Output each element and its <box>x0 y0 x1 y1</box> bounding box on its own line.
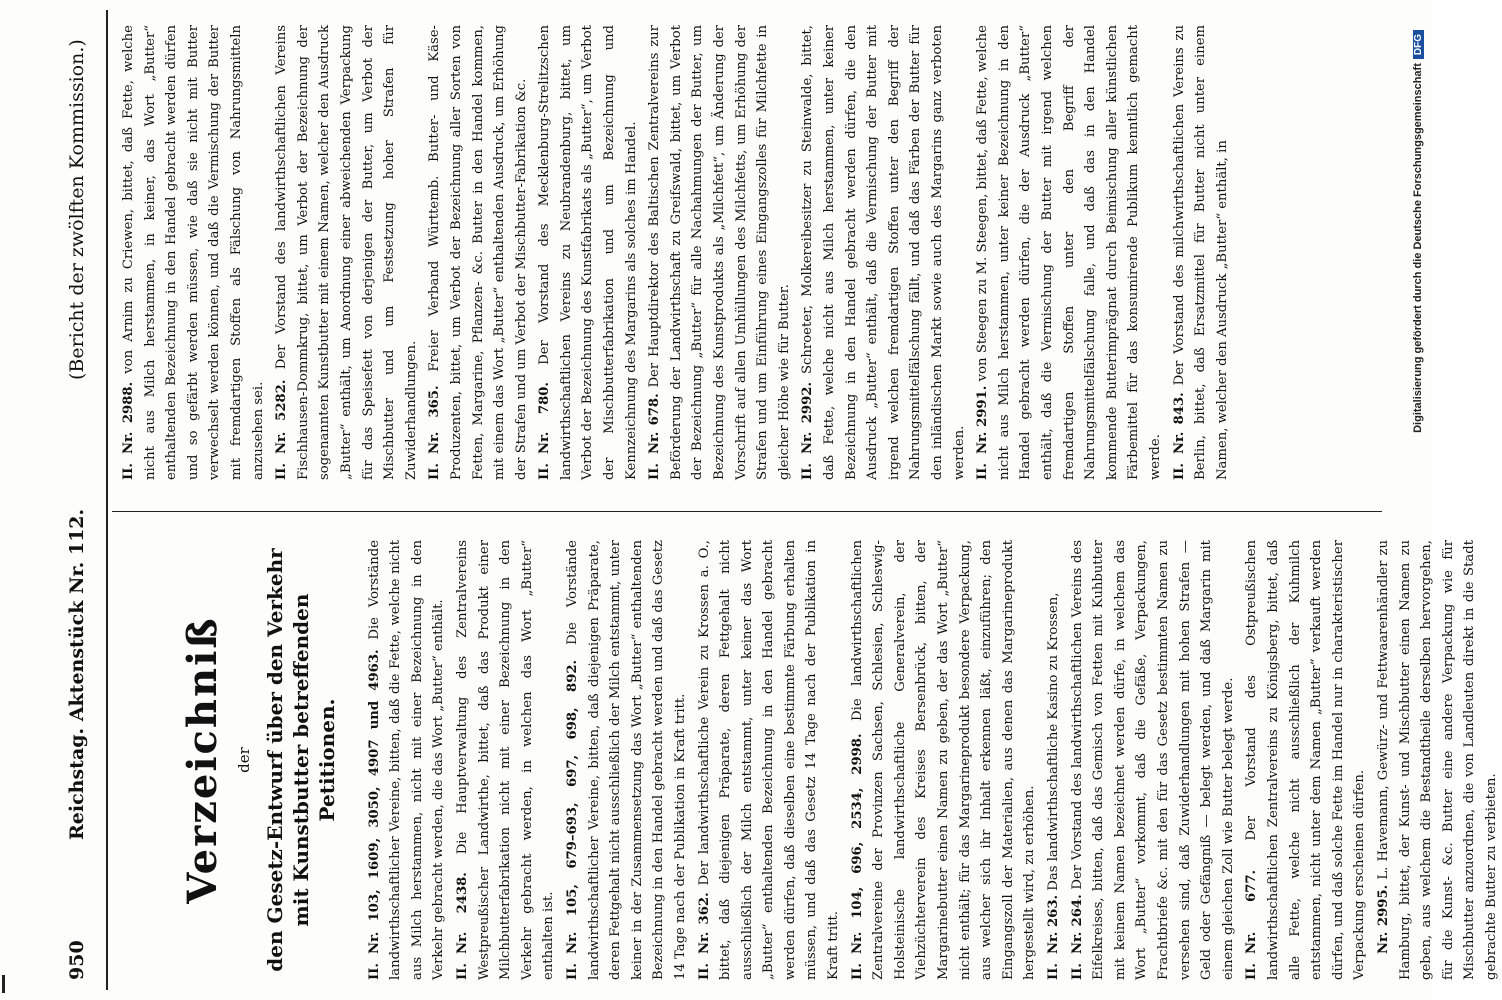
column-divider <box>112 511 1382 512</box>
entry-number: Nr. 264. <box>1069 894 1085 954</box>
petition-entry <box>797 25 970 480</box>
entry-text: Der Vorstand des landwirthschaftlichen Vereins Fischhausen-Dommkrug, bittet, um Verbot der Bezeichnung der sogenannten Kunstbutter mit einem Namen, welcher den Ausdruck „Butter“ enthält, um Anordnung einer abweichenden Verpackung für das Speisefett von derjenigen der Butter, um Verbot der Mischbutter und um Festsetzung hoher Strafen für Zuwiderhandlungen. <box>274 25 419 480</box>
petition-entry <box>118 25 269 480</box>
petition-entry <box>534 25 642 480</box>
entry-text: Die Vorstände landwirthschaftlicher Vereine, bitten, daß die Fette, welche nicht aus Milch herstammen, nicht mit einer Bezeichnung in den Verkehr gebracht werden, die das Wort „Butter“ enthält. <box>366 540 447 980</box>
right-entry-list <box>118 25 1233 480</box>
petition-entry <box>364 540 450 980</box>
petition-entry <box>1043 540 1065 980</box>
entry-number: Nr. 2438. <box>454 872 470 954</box>
entry-text: Der Vorstand des landwirthschaftlichen Vereins des Eifelkreises, bitten, daß das Gemisch von Fetten mit Kuhbutter mit keinem Namen bezeichnet werden dürfe, in welchem das Wort „Butter“ vorkommt, daß die Gefäße, Verpackungen, Frachtbriefe &c. mit den für das Gesetz bestimmten Namen zu versehen sind, daß Zuwiderhandlungen mit hohen Strafen — Geld oder Gefängniß — belegt werden, und daß Margarin mit einem gleichen Zoll wie Butter belegt werde. <box>1069 540 1236 980</box>
entry-number: Nr. 362. <box>696 892 712 954</box>
dfg-logo: DFG <box>1413 30 1424 59</box>
entry-marker: II. <box>1244 963 1260 980</box>
petition-entry <box>847 540 1041 980</box>
header-left-title: Reichstag. Aktenstück Nr. 112. <box>66 508 88 840</box>
entry-text: von Arnim zu Criewen, bittet, daß Fette, welche nicht aus Milch herstammen, in keiner, das Wort „Butter“ enthaltenden Bezeichnung in den Handel gebracht werden dürfen und so gefärbt werden müssen, wie daß sie nicht mit Butter verwechselt werden können, und daß die Vermischung der Butter mit fremdartigen Stoffen als Fälschung von Nahrungsmitteln anzusehen sei. <box>121 25 266 480</box>
entry-text: Die Hauptverwaltung des Zentralvereins Westpreußischer Landwirthe, bittet, daß das Produkt einer Milchbutterfabrikation nicht mit einer Bezeichnung in den Verkehr gebracht werden, in welchen das Wort „Butter“ enthalten ist. <box>454 540 557 980</box>
entry-marker: II. <box>975 463 991 480</box>
digitization-credit <box>1412 30 1430 970</box>
petition-entry <box>644 25 795 480</box>
entry-text: Der Hauptdirektor des Baltischen Zentralvereins zur Beförderung der Landwirthschaft zu Greifswald, bittet, um Verbot der Bezeichnung „Butter“ für alle Nachahmungen der Butter, um Bezeichnung des Kunstprodukts als „Milchfett“, um Änderung der Vorschrift auf allen Umhüllungen des Milchfetts, um Erhöhung der Strafen und um Einführung eines Eingangszolles für Milchfette in gleicher Höhe wie für Butter. <box>647 25 792 480</box>
header-rule <box>106 10 108 990</box>
entry-marker: II. <box>849 963 865 980</box>
entry-text: Freier Verband Württemb. Butter- und Käse-Produzenten, bittet, um Verbot der Bezeichnung aller Sorten von Fetten, Margarine, Pflanzen- &c. Butter in den Handel kommen, mit einem das Wort „Butter“ enthaltenden Ausdruck, um Erhöhung der Strafen und um Verbot der Mischbutter-Fabrikation &c. <box>427 25 529 480</box>
petition-entry <box>1169 25 1234 480</box>
entry-marker: II. <box>696 963 712 980</box>
header-right-title: (Bericht der zwölften Kommission.) <box>66 39 88 380</box>
entry-number: Nr. 5282. <box>274 379 290 454</box>
document-subtitle: den Gesetz-Entwurf über den Verkehr mit Kunstbutter betreffenden Petitionen. <box>262 548 339 972</box>
document-title: Verzeichniß <box>179 616 226 904</box>
petition-entry <box>972 25 1166 480</box>
entry-number: Nr. 105, 679–693, 697, 698, 892. <box>564 659 580 954</box>
entry-marker: II. <box>537 463 553 480</box>
entry-marker: II. <box>1171 463 1187 480</box>
petition-entry <box>452 540 560 980</box>
entry-number: Nr. 2995. <box>1375 884 1391 954</box>
entry-number: Nr. 2992. <box>800 381 816 454</box>
petition-entry <box>1373 540 1502 980</box>
entry-marker: II. <box>427 463 443 480</box>
entry-text: von Steegen zu M. Steegen, bittet, daß Fette, welche nicht aus Milch herstammen, unter keiner Bezeichnung in den Handel gebracht werden dürfen, die der Ausdruck „Butter“ enthält, daß die Vermischung der Butter mit irgend welchen fremdartigen Stoffen unter den Begriff der Nahrungsmittelfälschung falle, und daß das in den Handel kommende Butterimprägnat durch Beimischung aller künstlichen Färbemittel für das konsumirende Publikum kenntlich gemacht werde. <box>975 25 1163 480</box>
entry-text: Die landwirthschaftlichen Zentralvereine der Provinzen Sachsen, Schlesien, Schleswig-Holsteinische landwirthschaftliche Generalverein, der Viehzüchterverein des Kreises Bersenbrück, bitten, der Margarinebutter einen Namen zu geben, der das Wort „Butter“ nicht enthält; für das Margarineprodukt besondere Verpackung, aus welcher sich ihr Inhalt erkennen läßt, einzuführen; den Eingangszoll der Materialien, aus denen das Margarineprodukt hergestellt wird, zu erhöhen. <box>849 540 1038 980</box>
entry-text: Der Vorstand des milchwirthschaftlichen Vereins zu Berlin, bittet, daß Ersatzmittel für Butter nicht unter einem Namen, welcher den Ausdruck „Butter“ enthält, in <box>1171 25 1230 480</box>
entry-marker: II. <box>1069 963 1085 980</box>
credit-text: Digitalisierung gefördert durch die Deutsche Forschungsgemeinschaft <box>1412 63 1424 433</box>
left-entry-list <box>364 540 1502 980</box>
entry-marker: II. <box>1046 963 1061 980</box>
entry-number: Nr. 780. <box>537 381 553 454</box>
entry-text: Die Vorstände landwirthschaftlicher Vereine, bitten, daß diejenigen Präparate, deren Fettgehalt nicht ausschließlich der Milch entstammt, unter keiner in der Zusammensetzung das Wort „Butter“ enthaltenden Bezeichnung in den Handel gebracht werden und daß das Gesetz 14 Tage nach der Publikation in Kraft tritt. <box>564 540 688 980</box>
petition-entry <box>271 25 422 480</box>
entry-marker: II. <box>800 463 816 480</box>
entry-text: Der Vorstand des Mecklenburg-Strelitzschen landwirthschaftlichen Vereins zu Neubrandenburg, bittet, um Verbot der Bezeichnung des Kunstfabrikats als „Butter“, um Verbot der Mischbutterfabrikation und um Bezeichnung und Kennzeichnung des Margarins als solches im Handel. <box>537 25 639 480</box>
right-column <box>118 25 1378 480</box>
entry-marker: II. <box>121 463 136 480</box>
entry-text: L. Havemann, Gewürz- und Fettwaarenhändler zu Hamburg, bittet, der Kunst- und Mischbutter einen Namen zu geben, aus welchem die Bestandtheile derselben hervorgehen, für die Kunst- &c. Butter eine andere Verpackung wie für Mischbutter anzuordnen, die von Landleuten direkt in die Stadt gebrachte Butter zu verbieten. <box>1375 540 1499 980</box>
entry-text: Schroeter, Molkereibesitzer zu Steinwalde, bittet, daß Fette, welche nicht aus Milch herstammen, unter keiner Bezeichnung in den Handel gebracht werden dürfen, die den Ausdruck „Butter“ enthält, daß die Vermischung der Butter mit irgend welchen fremdartigen Stoffen unter den Begriff der Nahrungsmittelfälschung fällt, und daß das Färben der Butter für den inländischen Markt sowie auch des Margarins ganz verboten werden. <box>800 25 967 480</box>
entry-number: Nr. 678. <box>647 393 663 454</box>
entry-number: Nr. 104, 696, 2534, 2998. <box>849 733 865 954</box>
entry-number: Nr. 365. <box>427 385 443 454</box>
petition-entry <box>1241 540 1371 980</box>
running-header <box>66 20 94 980</box>
page-number: 950 <box>66 940 88 980</box>
petition-entry <box>424 25 532 480</box>
petition-entry <box>562 540 692 980</box>
entry-number: Nr. 677. <box>1244 869 1260 954</box>
entry-marker: II. <box>274 463 290 480</box>
entry-text: Der Vorstand des Ostpreußischen landwirthschaftlichen Zentralvereins zu Königsberg, bittet, daß alle Fette, welche nicht ausschließlich der Kuhmilch entstammen, nicht unter dem Namen „Butter“ verkauft werden dürfen, und daß solche Fette im Handel nur in charakteristischer Verpackung erscheinen dürfen. <box>1244 540 1368 980</box>
scan-artifact <box>2 975 5 993</box>
document-title-block <box>178 540 340 980</box>
entry-marker: II. <box>366 963 382 980</box>
entry-number: Nr. 103, 1609, 3050, 4907 und 4963. <box>366 649 382 954</box>
entry-marker: II. <box>647 463 663 480</box>
entry-number: Nr. 2991. <box>975 385 991 454</box>
entry-number: Nr. 2988. <box>121 381 136 454</box>
title-connector: der <box>235 747 253 773</box>
entry-number: Nr. 263. <box>1046 894 1061 954</box>
petition-entry <box>694 540 845 980</box>
entry-marker: II. <box>454 963 470 980</box>
petition-entry <box>1067 540 1240 980</box>
left-column <box>118 539 1499 980</box>
entry-text: Der landwirthschaftliche Verein zu Krossen a. O., bittet, daß diejenigen Präparate, deren Fettgehalt nicht ausschließlich der Milch entstammt, unter keiner das Wort „Butter“ enthaltenden Bezeichnung in den Handel gebracht werden dürfen, daß dieselben eine bestimmte Färbung erhalten müssen, und daß das Gesetz 14 Tage nach der Publikation in Kraft tritt. <box>696 539 842 980</box>
entry-number: Nr. 843. <box>1171 392 1187 454</box>
entry-text: Das landwirthschaftliche Kasino zu Krossen, <box>1046 592 1061 891</box>
entry-marker: II. <box>564 963 580 980</box>
